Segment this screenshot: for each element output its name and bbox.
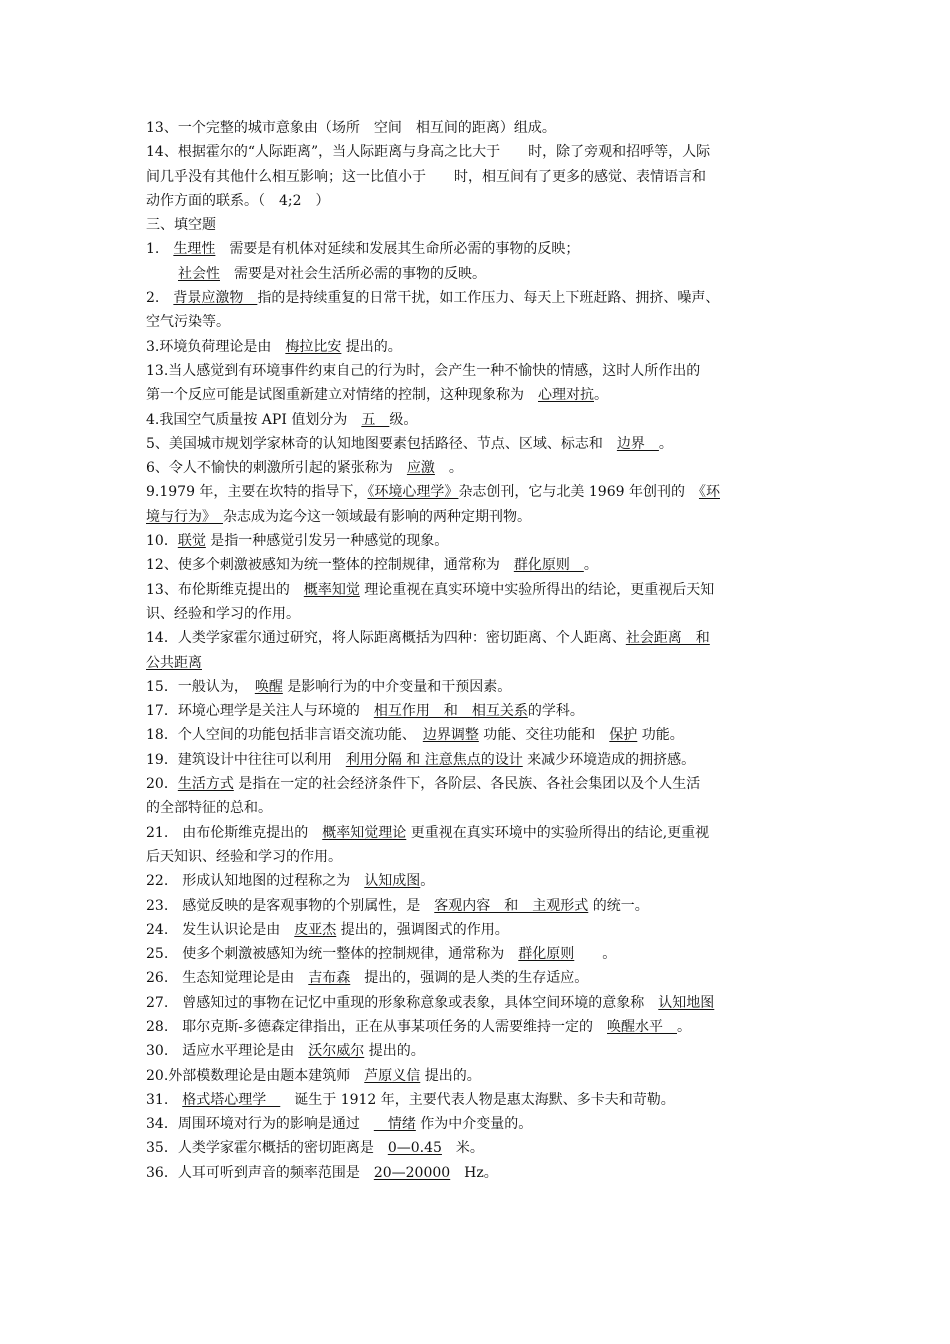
text-line: 18．个人空间的功能包括非言语交流功能、 边界调整 功能、交往功能和 保护 功能。 bbox=[146, 727, 684, 744]
text-line: 34．周围环境对行为的影响是通过 情绪 作为中介变量的。 bbox=[146, 1116, 533, 1133]
answer-blank: 联觉 bbox=[177, 533, 206, 550]
text-line: 动作方面的联系。（ 4;2 ） bbox=[146, 192, 330, 209]
answer-blank: 保护 bbox=[609, 727, 638, 744]
text-line: 3.环境负荷理论是由 梅拉比安 提出的。 bbox=[146, 338, 402, 355]
text-line: 后天知识、经验和学习的作用。 bbox=[146, 848, 342, 865]
answer-blank: 芦原义信 bbox=[364, 1067, 421, 1084]
text-line: 20.外部模数理论是由题本建筑师 芦原义信 提出的。 bbox=[146, 1067, 481, 1084]
answer-blank: 社会距离 和 bbox=[625, 630, 710, 647]
text-line: 20．生活方式 是指在一定的社会经济条件下，各阶层、各民族、各社会集团以及个人生活 bbox=[146, 776, 701, 793]
answer-blank: 唤醒水平 bbox=[607, 1018, 677, 1035]
text-line: 23. 感觉反映的是客观事物的个别属性，是 客观内容 和 主观形式 的统一。 bbox=[146, 897, 649, 914]
text-line: 4.我国空气质量按 API 值划分为 五 级。 bbox=[146, 411, 418, 428]
answer-blank: 社会性 bbox=[178, 265, 220, 282]
answer-blank: 梅拉比安 bbox=[285, 338, 342, 355]
text-line: 31. 格式塔心理学 诞生于 1912 年，主要代表人物是惠太海默、多卡夫和苛勒。 bbox=[146, 1091, 675, 1108]
text-line: 13、布伦斯维克提出的 概率知觉 理论重视在真实环境中实验所得出的结论，更重视后天知 bbox=[146, 581, 715, 598]
answer-blank: 利用分隔 和 注意焦点的设计 bbox=[345, 751, 523, 768]
text-line: 识、经验和学习的作用。 bbox=[146, 605, 300, 622]
answer-blank: 群化原则 bbox=[513, 557, 584, 574]
answer-blank: 概率知觉 bbox=[303, 581, 360, 598]
text-line: 12、使多个刺激被感知为统一整体的控制规律，通常称为 群化原则 。 bbox=[146, 557, 598, 574]
answer-blank: 吉布森 bbox=[308, 970, 351, 987]
answer-blank: 《环 bbox=[698, 484, 720, 501]
answer-blank: 皮亚杰 bbox=[294, 921, 337, 938]
text-line: 36．人耳可听到声音的频率范围是 20—20000 Hz。 bbox=[146, 1164, 498, 1181]
text-line: 15．一般认为， 唤醒 是影响行为的中介变量和干预因素。 bbox=[146, 678, 512, 695]
text-line: 空气污染等。 bbox=[146, 314, 230, 331]
answer-blank: 0—0.45 bbox=[387, 1140, 442, 1157]
text-line: 社会性 需要是对社会生活所必需的事物的反映。 bbox=[178, 265, 486, 282]
answer-blank: 背景应激物 bbox=[173, 290, 258, 307]
answer-blank: 境与行为》 bbox=[146, 508, 223, 525]
text-line: 14．人类学家霍尔通过研究，将人际距离概括为四种：密切距离、个人距离、社会距离 和 bbox=[146, 630, 710, 647]
text-line: 35．人类学家霍尔概括的密切距离是 0—0.45 米。 bbox=[146, 1140, 484, 1157]
text-line: 6、令人不愉快的刺激所引起的紧张称为 应激 。 bbox=[146, 460, 463, 477]
answer-blank: 沃尔威尔 bbox=[308, 1043, 365, 1060]
answer-blank: 应激 bbox=[406, 460, 435, 477]
answer-blank: 格式塔心理学 bbox=[182, 1091, 281, 1108]
text-line: 22. 形成认知地图的过程称之为 认知成图。 bbox=[146, 873, 435, 890]
answer-blank: 边界 bbox=[616, 435, 659, 452]
answer-blank: 生理性 bbox=[173, 241, 216, 258]
text-line: 10．联觉 是指一种感觉引发另一种感觉的现象。 bbox=[146, 533, 449, 550]
text-line: 13.当人感觉到有环境事件约束自己的行为时，会产生一种不愉快的情感，这时人所作出的 bbox=[146, 362, 701, 379]
text-line: 9.1979 年，主要在坎特的指导下，《环境心理学》杂志创刊，它与北美 1969 年创刊的 《环 bbox=[146, 484, 720, 501]
text-line: 21. 由布伦斯维克提出的 概率知觉理论 更重视在真实环境中的实验所得出的结论,更重视 bbox=[146, 824, 710, 841]
answer-blank: 五 bbox=[361, 411, 390, 428]
answer-blank: 《环境心理学》 bbox=[367, 484, 459, 501]
answer-blank: 概率知觉理论 bbox=[322, 824, 407, 841]
text-line: 的全部特征的总和。 bbox=[146, 800, 272, 817]
text-line: 间几乎没有其他什么相互影响；这一比值小于 时，相互间有了更多的感觉、表情语言和 bbox=[146, 168, 706, 185]
text-line: 27. 曾感知过的事物在记忆中重现的形象称意象或表象，具体空间环境的意象称 认知地图 bbox=[146, 994, 715, 1011]
text-line: 1. 生理性 需要是有机体对延续和发展其生命所必需的事物的反映； bbox=[146, 241, 580, 258]
document-page bbox=[146, 116, 810, 1185]
text-line: 24. 发生认识论是由 皮亚杰 提出的，强调图式的作用。 bbox=[146, 921, 509, 938]
answer-blank: 公共距离 bbox=[146, 654, 202, 671]
text-line: 26. 生态知觉理论是由 吉布森 提出的，强调的是人类的生存适应。 bbox=[146, 970, 589, 987]
text-line: 25. 使多个刺激被感知为统一整体的控制规律，通常称为 群化原则 。 bbox=[146, 946, 617, 963]
text-line: 5、美国城市规划学家林奇的认知地图要素包括路径、节点、区域、标志和 边界 。 bbox=[146, 435, 673, 452]
answer-blank: 认知地图 bbox=[658, 994, 715, 1011]
answer-blank: 唤醒 bbox=[254, 678, 283, 695]
text-line: 2. 背景应激物 指的是持续重复的日常干扰，如工作压力、每天上下班赶路、拥挤、噪声、 bbox=[146, 290, 720, 307]
answer-blank: 边界调整 bbox=[422, 727, 479, 744]
text-line: 28. 耶尔克斯-多德森定律指出，正在从事某项任务的人需要维持一定的 唤醒水平 。 bbox=[146, 1018, 691, 1035]
text-line: 第一个反应可能是试图重新建立对情绪的控制，这种现象称为 心理对抗。 bbox=[146, 387, 608, 404]
text-line bbox=[146, 651, 810, 675]
text-line: 境与行为》 杂志成为迄今这一领域最有影响的两种定期刊物。 bbox=[146, 508, 531, 525]
answer-blank: 生活方式 bbox=[177, 776, 234, 793]
text-line: 30. 适应水平理论是由 沃尔威尔 提出的。 bbox=[146, 1043, 425, 1060]
answer-blank: 客观内容 和 主观形式 bbox=[434, 897, 589, 914]
answer-blank: 相互作用 和 相互关系 bbox=[373, 703, 528, 720]
text-line: 17．环境心理学是关注人与环境的 相互作用 和 相互关系的学科。 bbox=[146, 703, 584, 720]
answer-blank: 20—20000 bbox=[373, 1164, 451, 1181]
answer-blank: 群化原则 bbox=[518, 946, 575, 963]
section-heading: 三、填空题 bbox=[146, 217, 216, 234]
text-line: 19．建筑设计中往往可以利用 利用分隔 和 注意焦点的设计 来减少环境造成的拥挤感。 bbox=[146, 751, 696, 768]
answer-blank: 认知成图 bbox=[364, 873, 421, 890]
answer-blank: 情绪 bbox=[373, 1116, 416, 1133]
answer-blank: 心理对抗 bbox=[538, 387, 594, 404]
text-line: 14、根据霍尔的“人际距离”，当人际距离与身高之比大于 时，除了旁观和招呼等，人际 bbox=[146, 144, 711, 161]
text-line: 13、一个完整的城市意象由（场所 空间 相互间的距离）组成。 bbox=[146, 120, 556, 136]
